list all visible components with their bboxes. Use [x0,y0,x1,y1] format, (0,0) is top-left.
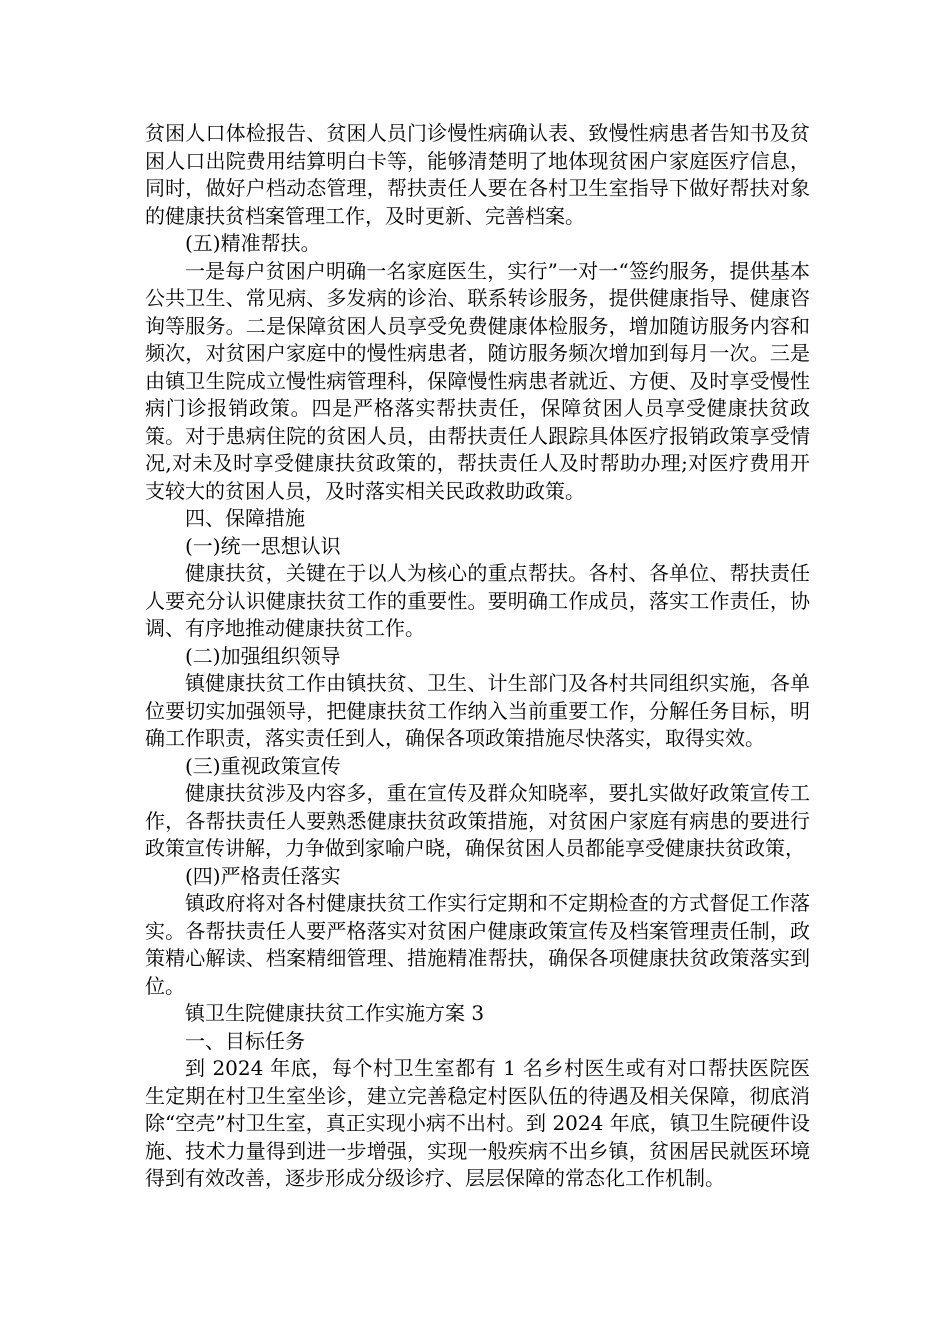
paragraph-family-doctor: 一是每户贫困户明确一名家庭医生，实行”一对一“签约服务，提供基本公共卫生、常见病、多发病的诊治、联系转诊服务，提供健康指导、健康咨询等服务。二是保障贫困人员享受免费健康体检服务，增加随访服务内容和频次，对贫困户家庭中的慢性病患者，随访服务频次增加到每月一次。三是由镇卫生院成立慢性病管理科，保障慢性病患者就近、方便、及时享受慢性病门诊报销政策。四是严格落实帮扶责任，保障贫困人员享受健康扶贫政策。对于患病住院的贫困人员，由帮扶责任人跟踪具体医疗报销政策享受情况,对未及时享受健康扶贫政策的，帮扶责任人及时帮助办理;对医疗费用开支较大的贫困人员，及时落实相关民政救助政策。 [145,258,810,503]
paragraph-goals-tasks: 到 2024 年底，每个村卫生室都有 1 名乡村医生或有对口帮扶医院医生定期在村卫生室坐诊，建立完善稳定村医队伍的待遇及相关保障，彻底消除“空壳”村卫生室，真正实现小病不出村。到 2024 年底，镇卫生院硬件设施、技术力量得到进一步增强，实现一般疾病不出乡镇，贫困居民就医环境得到有效改善，逐步形成分级诊疗、层层保障的常态化工作机制。 [145,1056,810,1190]
paragraph-responsibility: 镇政府将对各村健康扶贫工作实行定期和不定期检查的方式督促工作落实。各帮扶责任人要严格落实对贫困户健康政策宣传及档案管理责任制，政策精心解读、档案精细管理、措施精准帮扶，确保各项健康扶贫政策落实到位。 [145,891,810,998]
paragraph-archive-management: 贫困人口体检报告、贫困人员门诊慢性病确认表、致慢性病患者告知书及贫困人口出院费用结算明白卡等，能够清楚明了地体现贫困户家庭医疗信息，同时，做好户档动态管理，帮扶责任人要在各村卫生室指导下做好帮扶对象的健康扶贫档案管理工作，及时更新、完善档案。 [145,121,810,228]
heading-goals-tasks: 一、目标任务 [185,1028,305,1053]
heading-plan-3-title: 镇卫生院健康扶贫工作实施方案 3 [185,1001,485,1025]
heading-responsibility: (四)严格责任落实 [185,863,341,888]
heading-strengthen-leadership: (二)加强组织领导 [185,643,341,668]
paragraph-strengthen-leadership: 镇健康扶贫工作由镇扶贫、卫生、计生部门及各村共同组织实施，各单位要切实加强领导，把健康扶贫工作纳入当前重要工作，分解任务目标，明确工作职责，落实责任到人，确保各项政策措施尽快落实，取得实效。 [145,671,810,750]
heading-precise-assistance: (五)精准帮扶。 [185,231,321,255]
paragraph-policy-publicity: 健康扶贫涉及内容多，重在宣传及群众知晓率，要扎实做好政策宣传工作，各帮扶责任人要熟悉健康扶贫政策措施，对贫困户家庭有病患的要进行政策宣传讲解，力争做到家喻户晓，确保贫困人员都能享受健康扶贫政策， [145,781,810,860]
document-page [145,120,810,1193]
heading-unify-thinking: (一)统一思想认识 [185,533,341,558]
paragraph-unify-thinking: 健康扶贫，关键在于以人为核心的重点帮扶。各村、各单位、帮扶责任人要充分认识健康扶贫工作的重要性。要明确工作成员，落实工作责任，协调、有序地推动健康扶贫工作。 [145,561,810,640]
heading-policy-publicity: (三)重视政策宣传 [185,753,341,778]
heading-guarantee-measures: 四、保障措施 [185,506,305,530]
